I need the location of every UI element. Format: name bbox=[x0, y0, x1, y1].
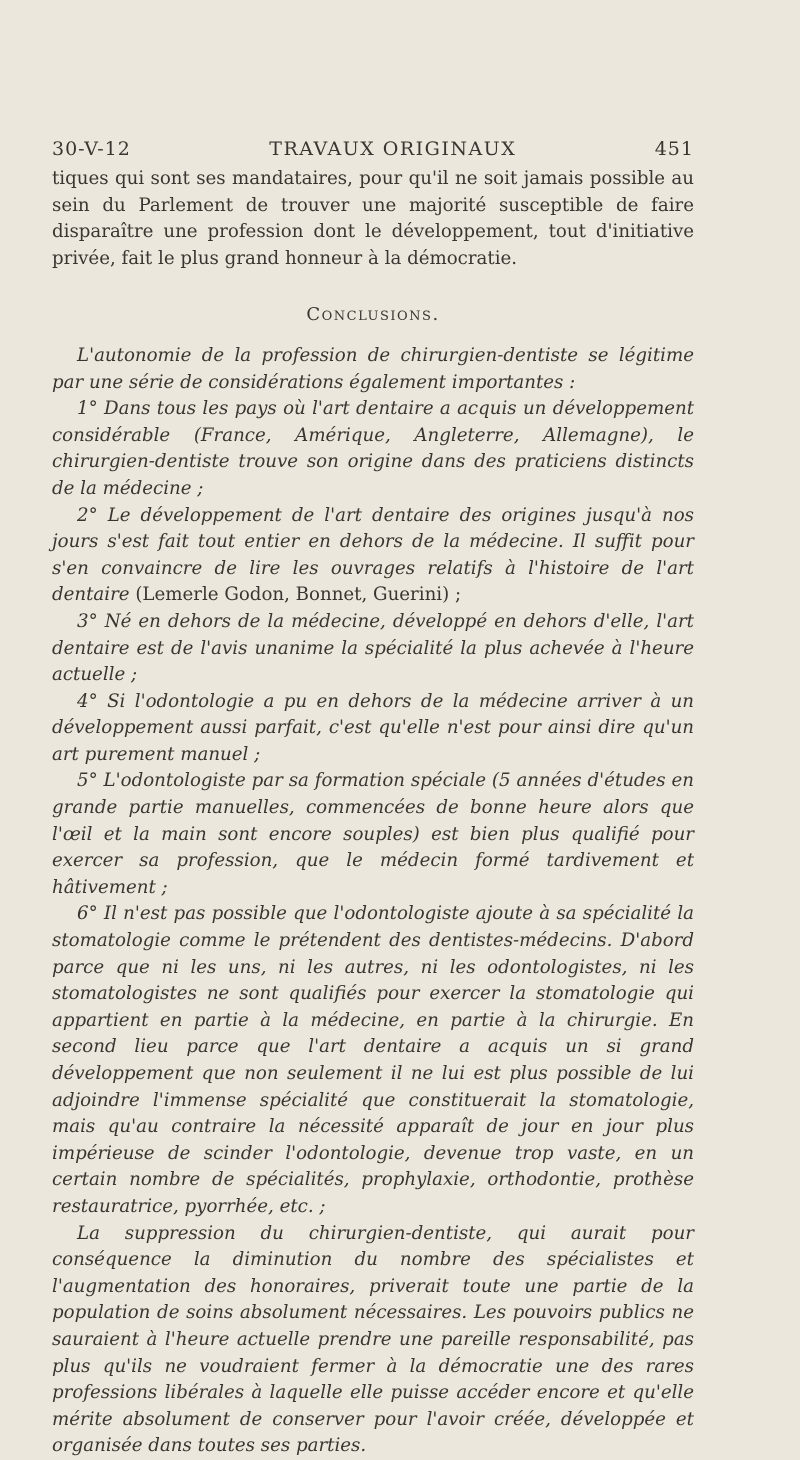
closing-paragraph: La suppression du chirurgien-dentiste, qui aurait pour conséquence la diminution du nombre des spécialistes et l'augmentation des honoraires, priverait toute une partie de la population de soins absolument nécessaires. Les pouvoirs publics ne sauraient à l'heure actuelle prendre une pareille responsabilité, pas plus qu'ils ne voudraient fermer à la démocratie une des rares professions libérales à laquelle elle puisse accéder encore et qu'elle mérite absolument de conserver pour l'avoir créée, développée et organisée dans toutes ses parties. bbox=[52, 1222, 694, 1457]
conclusion-item-2 bbox=[52, 503, 694, 609]
conclusions-lead: L'autonomie de la profession de chirurgien-dentiste se légitime par une série de considérations également importantes : bbox=[52, 344, 694, 393]
page-number: 451 bbox=[654, 138, 694, 160]
conclusion-item-5: 5° L'odontologiste par sa formation spéciale (5 années d'études en grande partie manuelles, commencées de bonne heure alors que l'œil et la main sont encore souples) est bien plus qualifié pour exercer sa profession, que le médecin formé tardivement et hâtivement ; bbox=[52, 770, 694, 898]
conclusions-heading: Conclusions. bbox=[306, 304, 440, 326]
conclusion-item-3: 3° Né en dehors de la médecine, développé en dehors d'elle, l'art dentaire est de l'avis unanime la spécialité la plus achevée à l'heure actuelle ; bbox=[52, 610, 694, 686]
running-head bbox=[52, 138, 694, 160]
article-body bbox=[52, 166, 694, 1460]
conclusion-item-1: 1° Dans tous les pays où l'art dentaire a acquis un développement considérable (France, Amérique, Angleterre, Allemagne), le chirurgien-dentiste trouve son origine dans des praticiens distincts de la médecine ; bbox=[52, 398, 694, 499]
conclusion-item-2-references: (Lemerle Godon, Bonnet, Guerini) ; bbox=[129, 584, 462, 606]
issue-date: 30-V-12 bbox=[52, 138, 131, 160]
intro-paragraph: tiques qui sont ses mandataires, pour qu'il ne soit jamais possible au sein du Parlement de trouver une majorité susceptible de faire disparaître une profession dont le développement, tout d'initiative privée, fait le plus grand honneur à la démocratie. bbox=[52, 168, 694, 269]
conclusion-item-4: 4° Si l'odontologie a pu en dehors de la médecine arriver à un développement aussi parfait, c'est qu'elle n'est pour ainsi dire qu'un art purement manuel ; bbox=[52, 690, 694, 765]
conclusion-item-6: 6° Il n'est pas possible que l'odontologiste ajoute à sa spécialité la stomatologie comme le prétendent des dentistes-médecins. D'abord parce que ni les uns, ni les autres, ni les odontologistes, ni les stomatologistes ne sont qualifiés pour exercer la stomatologie qui appartient en partie à la médecine, en partie à la chirurgie. En second lieu parce que l'art dentaire a acquis un si grand développement que non seulement il ne lui est plus possible de lui adjoindre l'immense spécialité que constituerait la stomatologie, mais qu'au contraire la nécessité apparaît de jour en jour plus impérieuse de scinder l'odontologie, devenue trop vaste, en un certain nombre de spécialités, prophylaxie, orthodontie, prothèse restauratrice, pyorrhée, etc. ; bbox=[52, 903, 694, 1217]
conclusion-item-2-italic: 2° Le développement de l'art dentaire des origines jusqu'à nos jours s'est fait tout entier en dehors de la médecine. Il suffit pour s'en convaincre de lire les ouvrages relatifs à l'histoire de l'art dentaire bbox=[52, 504, 694, 606]
section-title-header: TRAVAUX ORIGINAUX bbox=[269, 138, 517, 160]
